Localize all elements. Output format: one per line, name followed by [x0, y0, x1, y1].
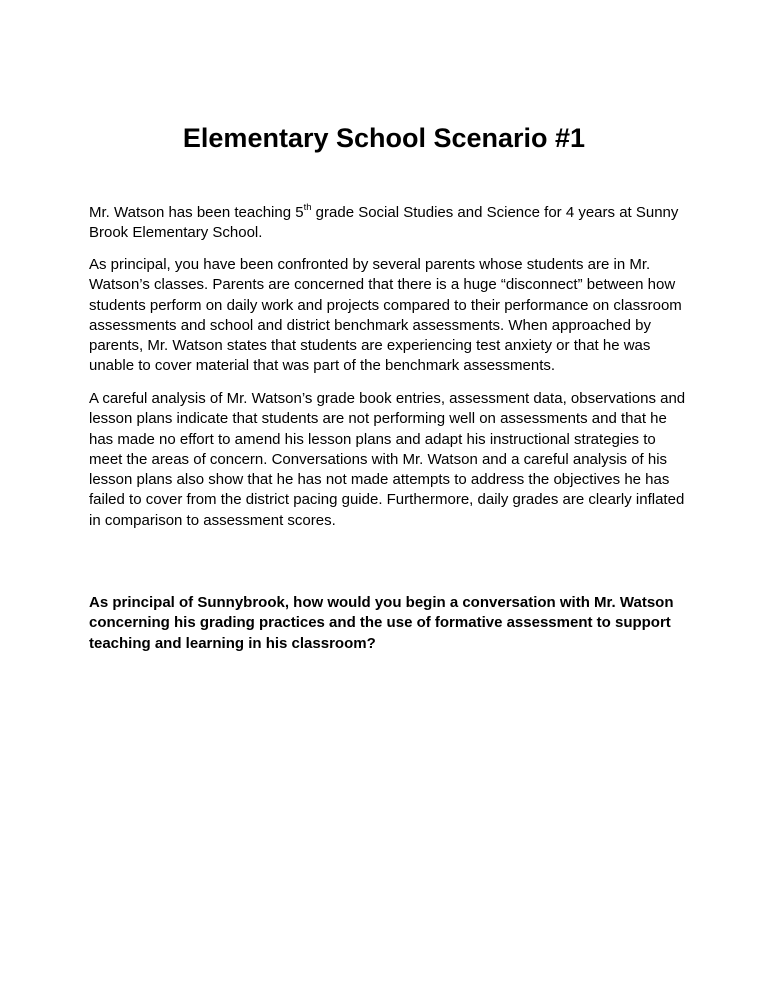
intro-text-end: grade Social Studies and Science for 4 years at Sunny Brook Elementary School.: [89, 204, 679, 242]
intro-text-start: Mr. Watson has been teaching 5: [89, 204, 304, 221]
document-title: Elementary School Scenario #1: [182, 123, 586, 153]
parent-concerns-paragraph: As principal, you have been confronted by several parents whose students are in Mr. Watson’s classes. Parents are concerned that there is a huge “disconnect” between how students perform on daily work and projects compared to their performance on classroom assessments and school and district benchmark assessments. When approached by parents, Mr. Watson states that students are experiencing test anxiety or that he was unable to cover material that was part of the benchmark assessments.: [89, 256, 682, 375]
ordinal-superscript: th: [303, 202, 312, 213]
discussion-question: As principal of Sunnybrook, how would you begin a conversation with Mr. Watson concerning his grading practices and the use of formative assessment to support teaching and learning in his classroom?: [89, 594, 674, 652]
intro-paragraph: [89, 203, 689, 244]
analysis-paragraph: A careful analysis of Mr. Watson’s grade book entries, assessment data, observations and lesson plans indicate that students are not performing well on assessments and that he has made no effort to amend his lesson plans and adapt his instructional strategies to meet the areas of concern. Conversations with Mr. Watson and a careful analysis of his lesson plans also show that he has not made attempts to address the objectives he has failed to cover from the district pacing guide. Furthermore, daily grades are clearly inflated in comparison to assessment scores.: [89, 390, 686, 529]
